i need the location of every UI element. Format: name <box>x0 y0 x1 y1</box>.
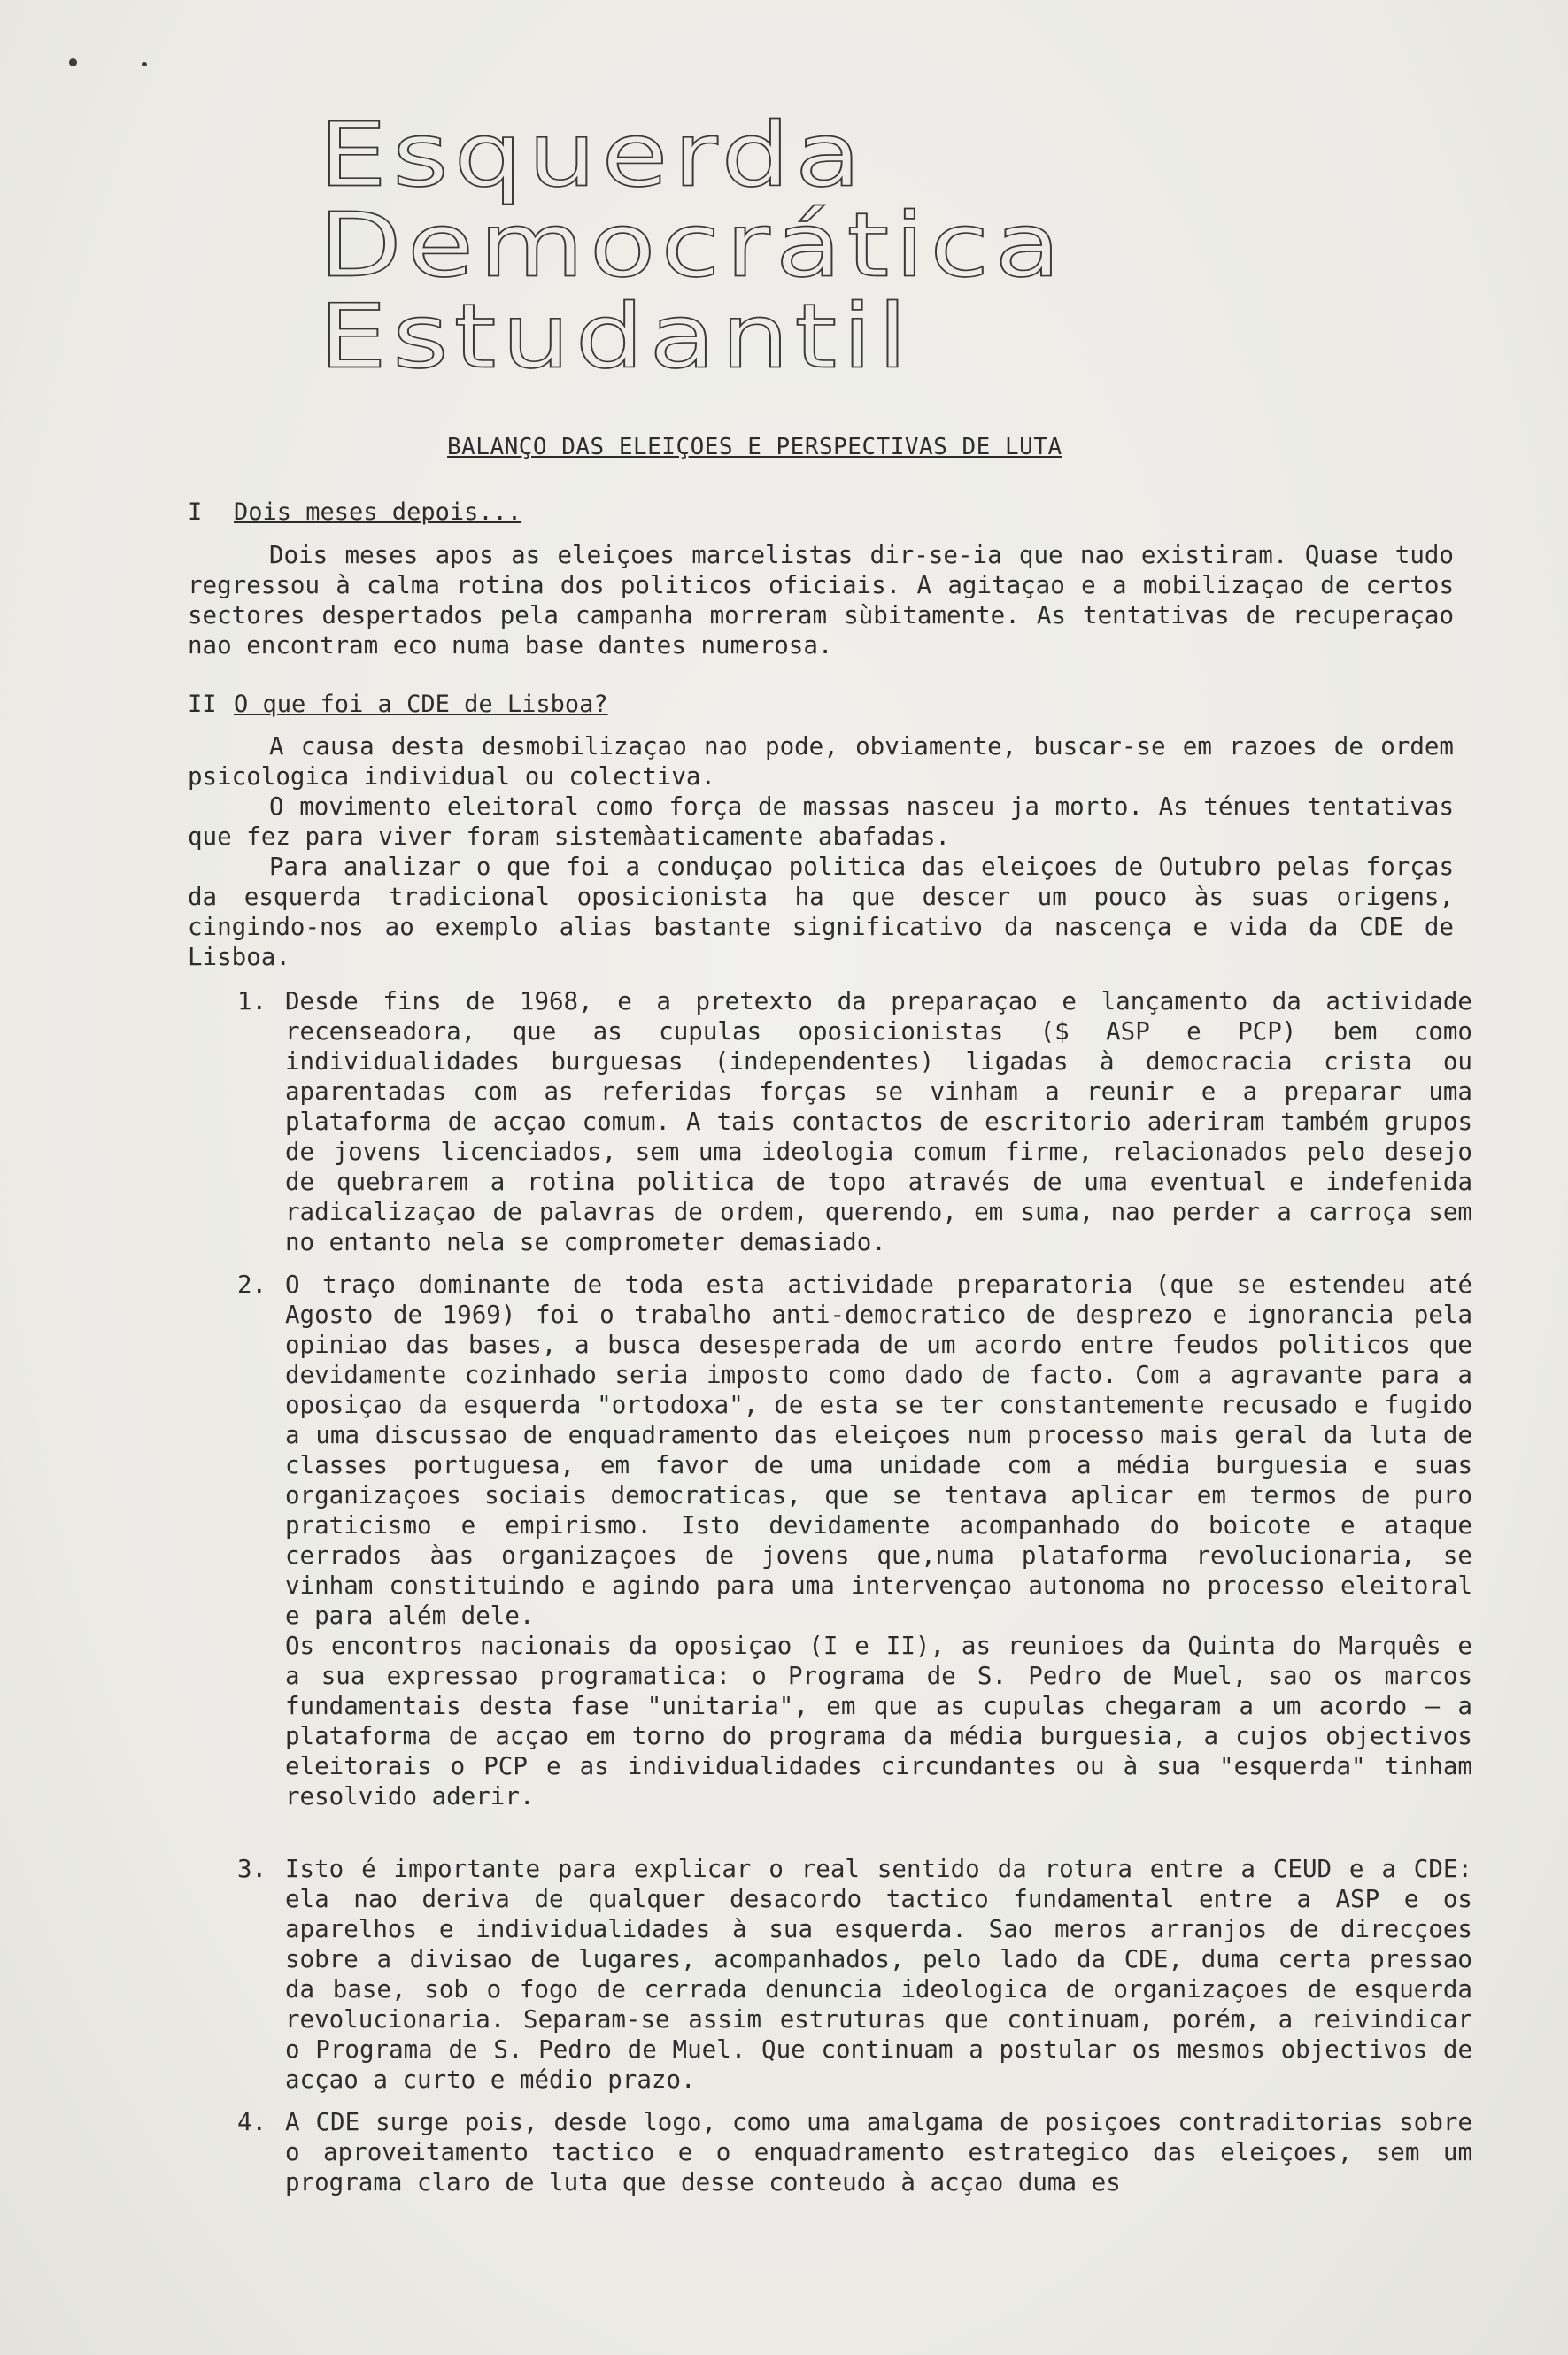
item-number: 1. <box>237 987 267 1015</box>
ink-speck <box>142 62 147 66</box>
list-item <box>237 1270 1472 1811</box>
logo-line: Esquerda <box>319 103 867 207</box>
document-title: BALANÇO DAS ELEIÇOES E PERSPECTIVAS DE LUTA <box>447 434 1062 460</box>
section-number: I <box>188 498 203 526</box>
list-item <box>237 986 1472 1257</box>
section-heading <box>188 691 608 718</box>
item-text: O traço dominante de toda esta actividade preparatoria (que se estendeu até Agosto de 1969) foi o trabalho anti-democratico de desprezo e ignorancia pela opiniao das bases, a busca desesperada de um acordo entre feudos politicos que devidamente cozinhado seria imposto como dado de facto. Com a agravante para a oposiçao da esquerda "ortodoxa", de esta se ter constantemente recusado e fugido a uma discussao de enquadramento das eleiçoes num processo mais geral da luta de classes portuguesa, em favor de uma unidade com a média burguesia e suas organizaçoes sociais democraticas, que se tentava aplicar em termos de puro praticismo e empirismo. Isto devidamente acompanhado do boicote e ataque cerrados àas organizaçoes de jovens que,numa plataforma revolucionaria, se vinham constituindo e agindo para uma intervençao autonoma no processo eleitoral e para além dele. <box>285 1270 1472 1630</box>
ink-speck <box>69 58 77 66</box>
item-text-continued: Os encontros nacionais da oposiçao (I e II), as reunioes da Quinta do Marquês e a sua expressao programatica: o Programa de S. Pedro de Muel, sao os marcos fundamentais desta fase "unitaria", em que as cupulas chegaram a um acordo — a plataforma de acçao em torno do programa da média burguesia, a cujos objectivos eleitorais o PCP e as individualidades circundantes ou à sua "esquerda" tinham resolvido aderir. <box>285 1632 1472 1811</box>
list-item <box>237 1854 1472 2095</box>
item-text: Isto é importante para explicar o real sentido da rotura entre a CEUD e a CDE: ela nao deriva de qualquer desacordo tactico fundamental entre a ASP e os aparelhos e individualidades à sua esquerda. Sao meros arranjos de direcçoes sobre a divisao de lugares, acompanhados, pelo lado da CDE, duma certa pressao da base, sob o fogo de cerrada denuncia ideologica de organizaçoes de esquerda revolucionaria. Separam-se assim estruturas que continuam, porém, a reivindicar o Programa de S. Pedro de Muel. Que continuam a postular os mesmos objectivos de acçao a curto e médio prazo. <box>285 1855 1472 2094</box>
section-title: O que foi a CDE de Lisboa? <box>234 691 608 718</box>
list-item <box>237 2107 1472 2197</box>
section-heading <box>188 498 521 526</box>
item-number: 2. <box>237 1270 267 1299</box>
section-number: II <box>188 691 217 718</box>
logo-line: Democrática <box>319 193 1067 297</box>
paragraph: A causa desta desmobilizaçao nao pode, obviamente, buscar-se em razoes de ordem psicologica individual ou colectiva. <box>188 732 1454 791</box>
paragraph: O movimento eleitoral como força de massas nasceu ja morto. As ténues tentativas que fez para viver foram sistemàaticamente abafadas. <box>188 792 1454 851</box>
item-number: 3. <box>237 1855 267 1883</box>
section-title: Dois meses depois... <box>234 498 522 526</box>
logo <box>319 103 1067 394</box>
paragraph: Dois meses apos as eleiçoes marcelistas dir-se-ia que nao existiram. Quase tudo regressou à calma rotina dos politicos oficiais. A agitaçao e a mobilizaçao de certos sectores despertados pela campanha morreram sùbitamente. As tentativas de recuperaçao nao encontram eco numa base dantes numerosa. <box>188 541 1454 660</box>
logo-line: Estudantil <box>319 284 913 389</box>
item-number: 4. <box>237 2108 267 2136</box>
item-text: A CDE surge pois, desde logo, como uma amalgama de posiçoes contraditorias sobre o aproveitamento tactico e o enquadramento estrategico das eleiçoes, sem um programa claro de luta que desse conteudo à acçao duma es <box>285 2108 1472 2197</box>
item-text: Desde fins de 1968, e a pretexto da preparaçao e lançamento da actividade recenseadora, que as cupulas oposicionistas ($ ASP e PCP) bem como individualidades burguesas (independentes) ligadas à democracia crista ou aparentadas com as referidas forças se vinham a reunir e a preparar uma plataforma de acçao comum. A tais contactos de escritorio aderiram também grupos de jovens licenciados, sem uma ideologia comum firme, relacionados pelo desejo de quebrarem a rotina politica de topo através de uma eventual e indefenida radicalizaçao de palavras de ordem, querendo, em suma, nao perder a carroça sem no entanto nela se comprometer demasiado. <box>285 987 1472 1256</box>
paragraph: Para analizar o que foi a conduçao politica das eleiçoes de Outubro pelas forças da esquerda tradicional oposicionista ha que descer um pouco às suas origens, cingindo-nos ao exemplo alias bastante significativo da nascença e vida da CDE de Lisboa. <box>188 853 1454 971</box>
